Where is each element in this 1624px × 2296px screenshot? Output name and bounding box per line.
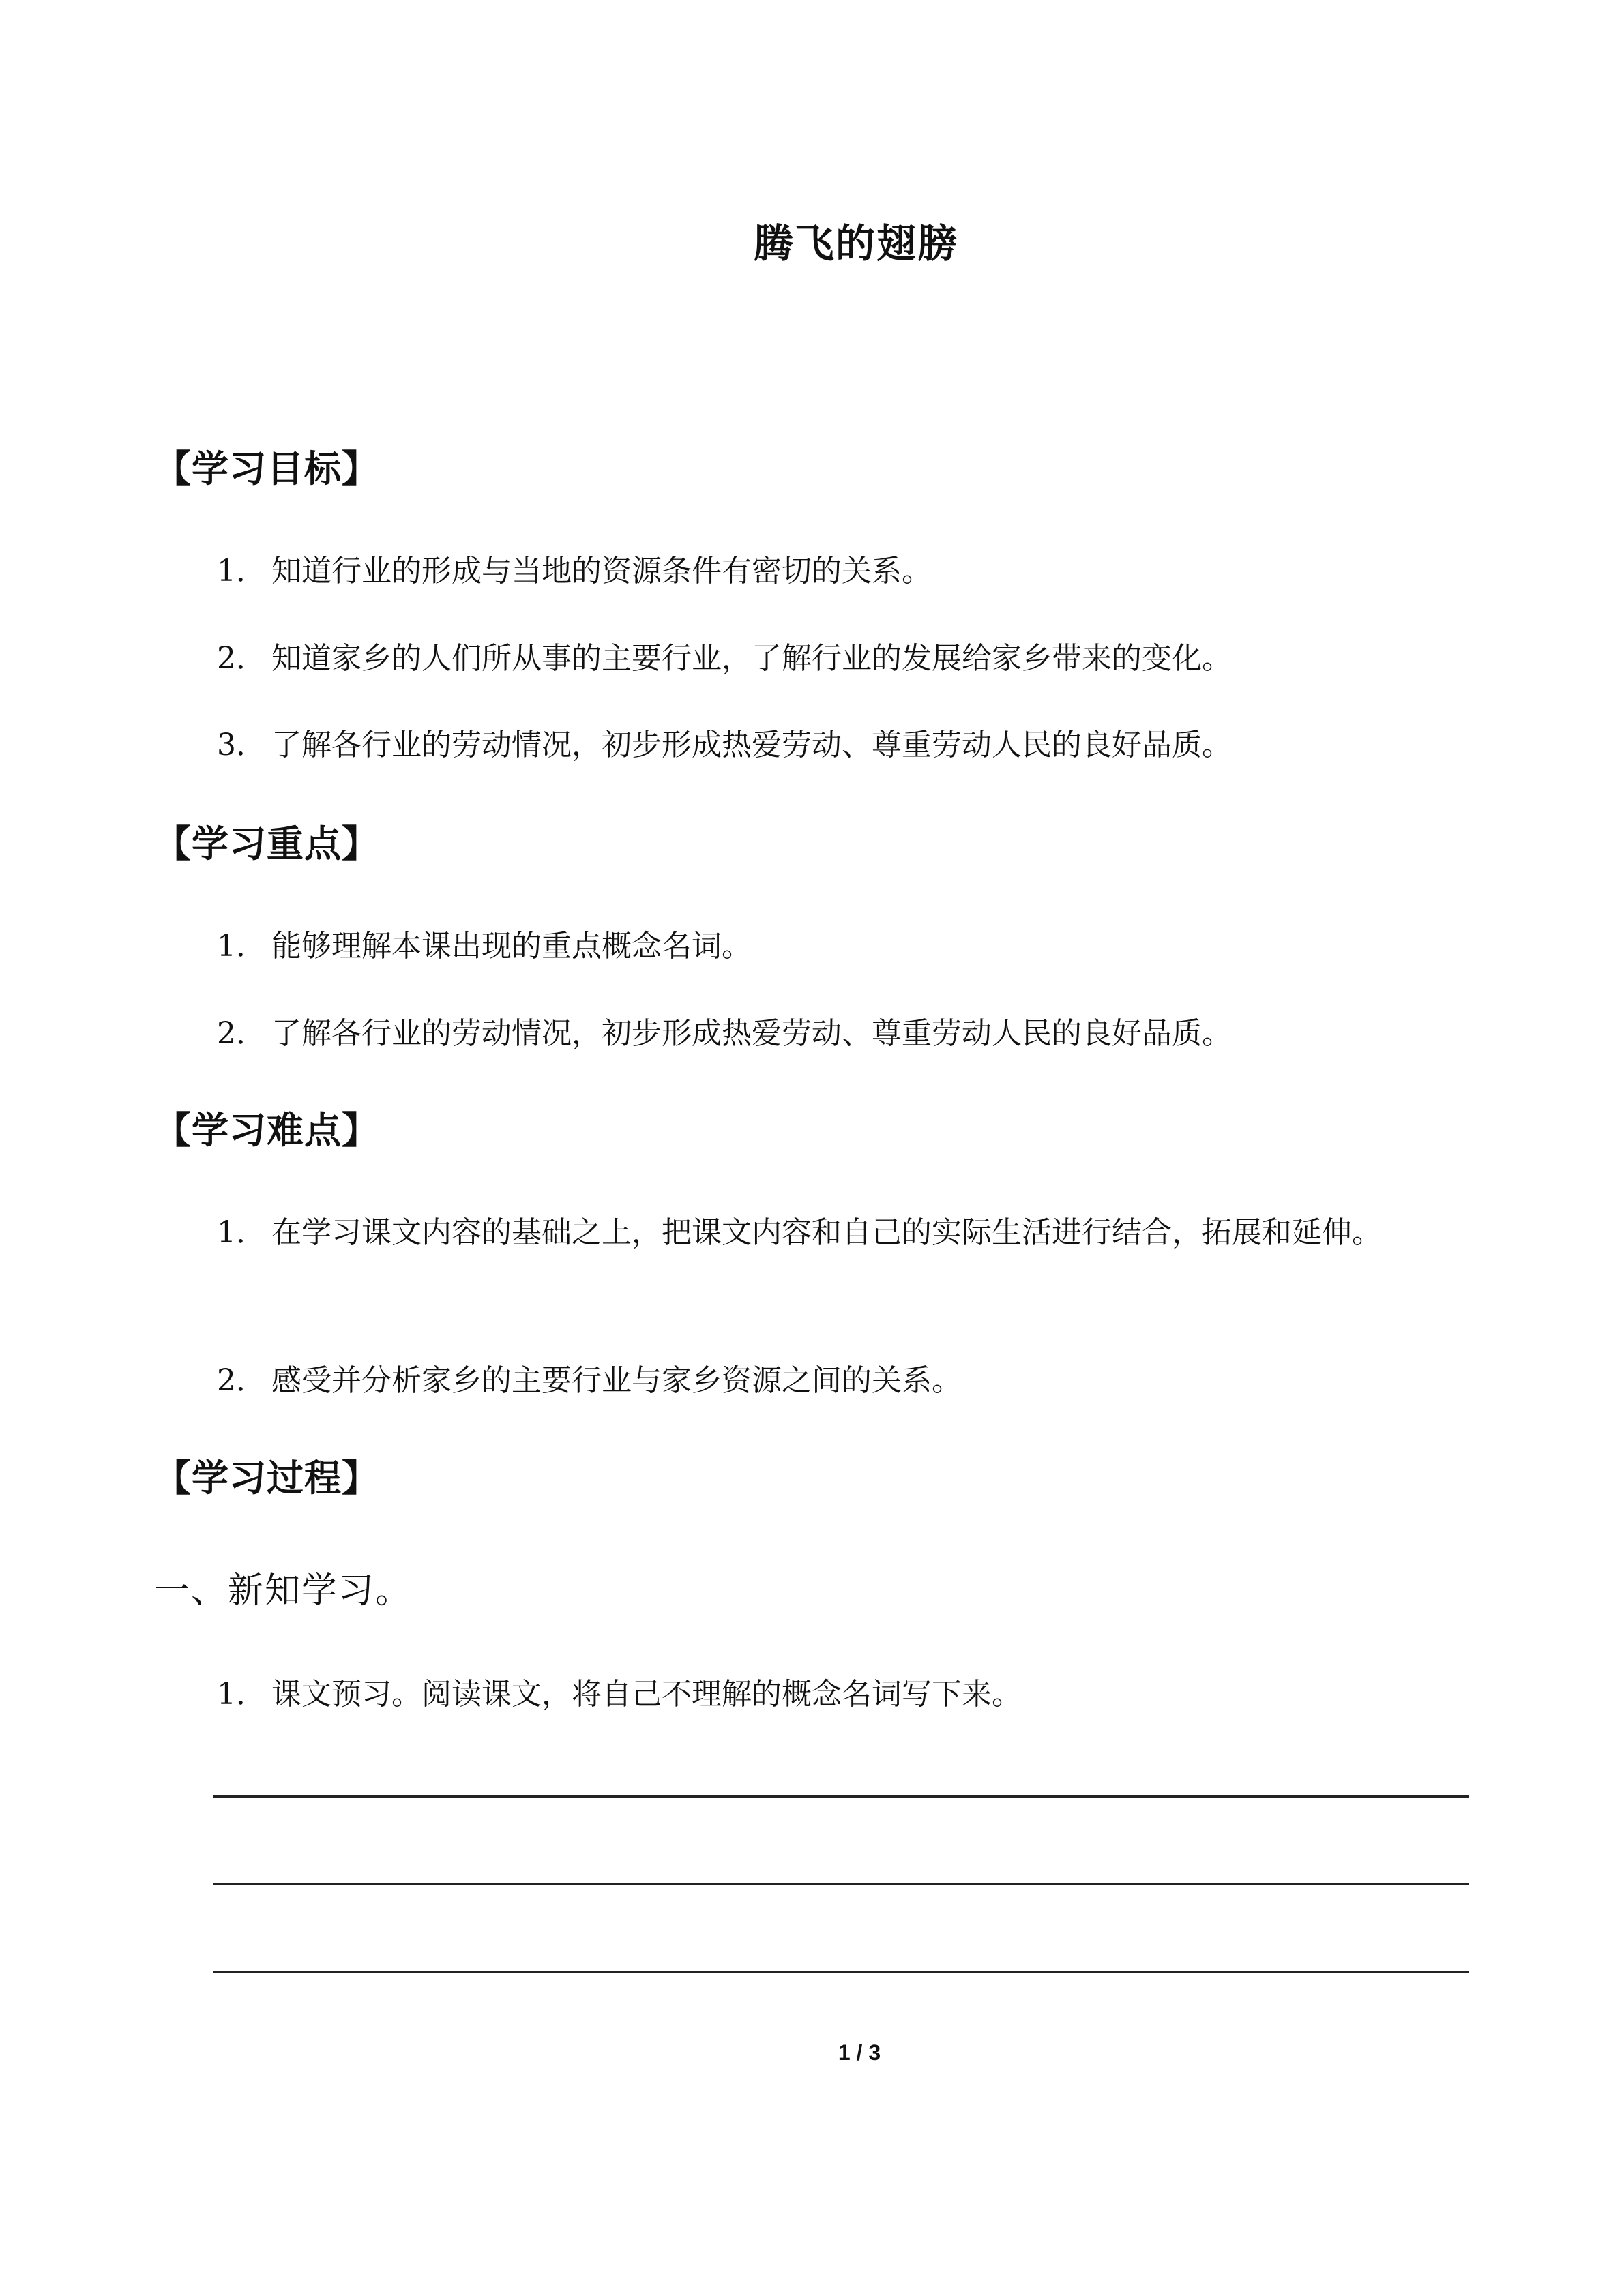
item-number: 3． — [217, 728, 266, 762]
process-heading: 【学习过程】 — [154, 1457, 379, 1500]
item-number: 2． — [217, 641, 266, 676]
key-point-item-2 — [217, 1000, 1232, 1068]
item-number: 1． — [217, 1215, 266, 1250]
item-number: 2． — [217, 1363, 266, 1398]
section-new-learning: 一、新知学习。 — [154, 1570, 413, 1611]
task-item-1 — [217, 1660, 1022, 1729]
item-text: 知道家乡的人们所从事的主要行业，了解行业的发展给家乡带来的变化。 — [271, 641, 1232, 676]
document-title: 腾飞的翅膀 — [753, 220, 958, 267]
key-points-heading: 【学习重点】 — [154, 822, 379, 865]
item-text: 了解各行业的劳动情况，初步形成热爱劳动、尊重劳动人民的良好品质。 — [271, 1016, 1232, 1051]
answer-line[interactable] — [213, 1971, 1469, 1973]
item-number: 1． — [217, 1677, 266, 1712]
item-number: 1． — [217, 929, 266, 964]
item-number: 1． — [217, 554, 266, 588]
item-text: 在学习课文内容的基础之上，把课文内容和自己的实际生活进行结合，拓展和延伸。 — [271, 1215, 1382, 1250]
page-number: 1 / 3 — [838, 2040, 881, 2065]
difficulty-item-2 — [217, 1347, 962, 1415]
objective-item-1 — [217, 537, 932, 606]
difficulty-item-1 — [154, 1199, 1436, 1267]
answer-line[interactable] — [213, 1795, 1469, 1798]
item-text: 了解各行业的劳动情况，初步形成热爱劳动、尊重劳动人民的良好品质。 — [271, 728, 1232, 762]
key-point-item-1 — [217, 912, 752, 981]
item-text: 课文预习。阅读课文，将自己不理解的概念名词写下来。 — [271, 1677, 1022, 1712]
item-number: 2． — [217, 1016, 266, 1051]
objectives-heading: 【学习目标】 — [154, 447, 379, 490]
objective-item-2 — [217, 625, 1232, 693]
objective-item-3 — [217, 711, 1232, 779]
item-text: 知道行业的形成与当地的资源条件有密切的关系。 — [271, 554, 932, 588]
item-text: 能够理解本课出现的重点概念名词。 — [271, 929, 752, 964]
answer-line[interactable] — [213, 1883, 1469, 1885]
item-text: 感受并分析家乡的主要行业与家乡资源之间的关系。 — [271, 1363, 962, 1398]
difficulties-heading: 【学习难点】 — [154, 1109, 379, 1152]
